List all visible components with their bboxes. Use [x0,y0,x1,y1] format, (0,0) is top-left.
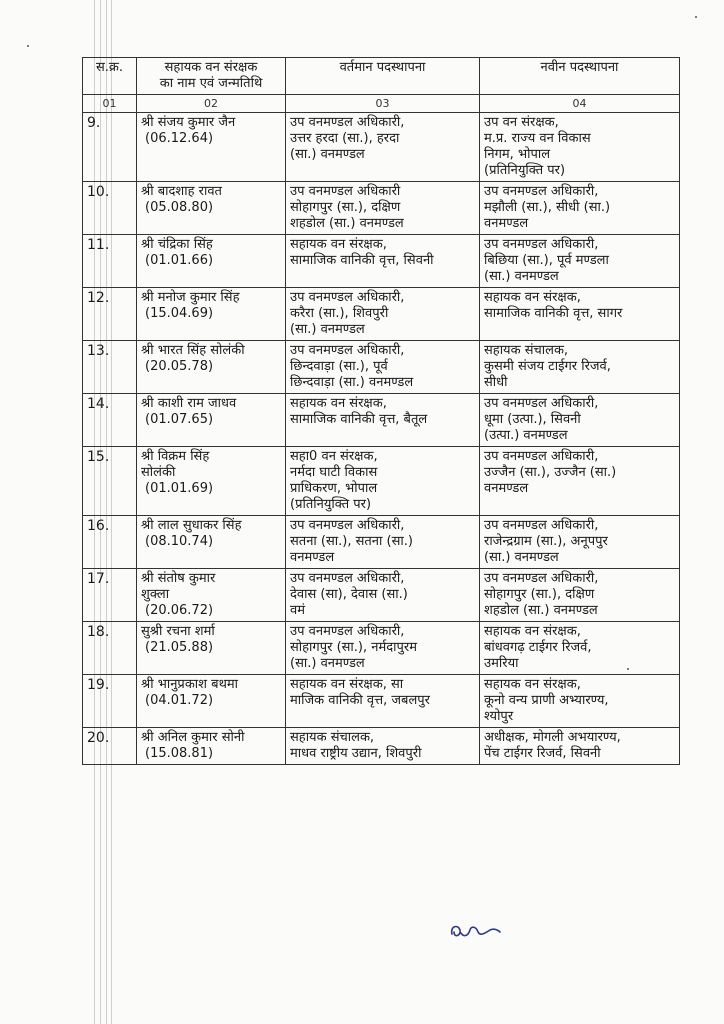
new-posting-cell [480,182,680,235]
current-posting-line: सहा0 वन संरक्षक, [290,449,378,464]
table-row [83,394,680,447]
date-of-birth: (15.04.69) [145,306,214,321]
serial-number: 16. [83,516,137,569]
current-posting-line: माधव राष्ट्रीय उद्यान, शिवपुरी [290,746,422,761]
current-posting-cell [286,113,480,182]
serial-number: 11. [83,235,137,288]
date-of-birth: (01.07.65) [145,412,214,427]
officer-name: श्री काशी राम जाधव [141,396,237,411]
current-posting-cell [286,675,480,728]
serial-number: 17. [83,569,137,622]
new-posting-line: पेंच टाईगर रिजर्व, सिवनी [484,746,601,761]
officer-name: श्री विक्रम सिंह [141,449,210,464]
serial-number: 13. [83,341,137,394]
current-posting-cell [286,182,480,235]
current-posting-cell [286,341,480,394]
current-posting-line: उप वनमण्डल अधिकारी, [290,624,405,639]
date-of-birth: (01.01.69) [145,481,214,496]
new-posting-line: उप वनमण्डल अधिकारी, [484,571,599,586]
col-number: 04 [480,95,680,113]
new-posting-line: वनमण्डल [484,216,529,231]
new-posting-line: उप वन संरक्षक, [484,115,559,130]
officer-name: श्री अनिल कुमार सोनी [141,730,245,745]
current-posting-line: सोहागपुर (सा.), नर्मदापुरम [290,640,418,655]
current-posting-line: सामाजिक वानिकी वृत्त, बैतूल [290,412,428,427]
new-posting-line: उप वनमण्डल अधिकारी, [484,396,599,411]
current-posting-line: (प्रतिनियुक्ति पर) [290,497,372,512]
speck [695,16,697,18]
date-of-birth: (15.08.81) [145,746,214,761]
table-row [83,569,680,622]
name-cell [137,622,286,675]
date-of-birth: (20.06.72) [145,603,214,618]
initials-signature [448,918,504,946]
table-row [83,341,680,394]
name-cell [137,394,286,447]
new-posting-line: (सा.) वनमण्डल [484,550,559,565]
current-posting-cell [286,235,480,288]
current-posting-cell [286,516,480,569]
new-posting-line: अधीक्षक, मोगली अभयारण्य, [484,730,621,745]
current-posting-line: वनमण्डल [290,550,335,565]
new-posting-cell [480,728,680,765]
new-posting-line: कूनो वन्य प्राणी अभ्यारण्य, [484,693,609,708]
table-row [83,182,680,235]
new-posting-cell [480,516,680,569]
new-posting-cell [480,288,680,341]
new-posting-line: सहायक संचालक, [484,343,569,358]
new-posting-cell [480,569,680,622]
new-posting-line: (सा.) वनमण्डल [484,269,559,284]
col-number: 03 [286,95,480,113]
date-of-birth: (06.12.64) [145,131,214,146]
current-posting-line: सहायक वन संरक्षक, [290,396,387,411]
name-cell [137,182,286,235]
new-posting-line: श्योपुर [484,709,514,724]
new-posting-line: शहडोल (सा.) वनमण्डल [484,603,598,618]
serial-number: 19. [83,675,137,728]
current-posting-line: उप वनमण्डल अधिकारी, [290,115,405,130]
new-posting-cell [480,622,680,675]
current-posting-line: छिन्दवाड़ा (सा.) वनमण्डल [290,375,414,390]
new-posting-line: सीधी [484,375,508,390]
header-serial: स.क्र. [83,58,137,95]
serial-number: 18. [83,622,137,675]
current-posting-line: (सा.) वनमण्डल [290,322,365,337]
header-row [83,58,680,95]
table-row [83,447,680,516]
date-of-birth: (04.01.72) [145,693,214,708]
new-posting-line: मझौली (सा.), सीधी (सा.) [484,200,611,215]
new-posting-line: सामाजिक वानिकी वृत्त, सागर [484,306,623,321]
table-row [83,113,680,182]
new-posting-line: सहायक वन संरक्षक, [484,290,581,305]
current-posting-line: सहायक संचालक, [290,730,375,745]
officer-name: श्री मनोज कुमार सिंह [141,290,240,305]
new-posting-cell [480,675,680,728]
new-posting-line: म.प्र. राज्य वन विकास [484,131,591,146]
current-posting-cell [286,569,480,622]
speck [27,45,29,47]
officer-name-cont: शुक्ला [141,587,170,602]
new-posting-line: उज्जैन (सा.), उज्जैन (सा.) [484,465,617,480]
new-posting-cell [480,235,680,288]
serial-number: 14. [83,394,137,447]
current-posting-line: सहायक वन संरक्षक, सा [290,677,404,692]
header-current-posting: वर्तमान पदस्थापना [286,58,480,95]
new-posting-cell [480,447,680,516]
current-posting-line: उप वनमण्डल अधिकारी, [290,290,405,305]
current-posting-line: करैरा (सा.), शिवपुरी [290,306,389,321]
date-of-birth: (01.01.66) [145,253,214,268]
new-posting-line: उप वनमण्डल अधिकारी, [484,518,599,533]
officer-name: श्री चंद्रिका सिंह [141,237,213,252]
table-row [83,728,680,765]
current-posting-line: उत्तर हरदा (सा.), हरदा [290,131,400,146]
officer-name: श्री लाल सुधाकर सिंह [141,518,242,533]
current-posting-line: सोहागपुर (सा.), दक्षिण [290,200,401,215]
current-posting-line: देवास (सा), देवास (सा.) [290,587,408,602]
table-row [83,288,680,341]
current-posting-line: (सा.) वनमण्डल [290,147,365,162]
current-posting-cell [286,447,480,516]
date-of-birth: (21.05.88) [145,640,214,655]
name-cell [137,113,286,182]
current-posting-cell [286,622,480,675]
new-posting-line: सहायक वन संरक्षक, [484,677,581,692]
col-number: 01 [83,95,137,113]
officer-name: श्री संतोष कुमार [141,571,216,586]
current-posting-line: छिन्दवाड़ा (सा.), पूर्व [290,359,388,374]
date-of-birth: (08.10.74) [145,534,214,549]
current-posting-cell [286,394,480,447]
name-cell [137,235,286,288]
new-posting-line: धूमा (उत्पा.), सिवनी [484,412,581,427]
table-row [83,622,680,675]
new-posting-cell [480,341,680,394]
transfer-table [82,57,680,765]
new-posting-line: बिछिया (सा.), पूर्व मण्डला [484,253,609,268]
name-cell [137,569,286,622]
new-posting-line: (प्रतिनियुक्ति पर) [484,163,566,178]
current-posting-line: उप वनमण्डल अधिकारी [290,184,401,199]
new-posting-cell [480,394,680,447]
current-posting-line: उप वनमण्डल अधिकारी, [290,571,405,586]
table-row [83,235,680,288]
name-cell [137,341,286,394]
serial-number: 15. [83,447,137,516]
serial-number: 10. [83,182,137,235]
serial-number: 20. [83,728,137,765]
date-of-birth: (20.05.78) [145,359,214,374]
officer-name: श्री भारत सिंह सोलंकी [141,343,245,358]
current-posting-line: प्राधिकरण, भोपाल [290,481,378,496]
new-posting-cell [480,113,680,182]
column-number-row [83,95,680,113]
new-posting-line: राजेन्द्रग्राम (सा.), अनूपपुर [484,534,608,549]
current-posting-line: सतना (सा.), सतना (सा.) [290,534,413,549]
header-name: सहायक वन संरक्षक का नाम एवं जन्मतिथि [137,58,286,95]
new-posting-line: (उत्पा.) वनमण्डल [484,428,568,443]
name-cell [137,447,286,516]
table-row [83,516,680,569]
current-posting-line: सामाजिक वानिकी वृत्त, सिवनी [290,253,434,268]
new-posting-line: सहायक वन संरक्षक, [484,624,581,639]
new-posting-line: उमरिया [484,656,519,671]
current-posting-line: सहायक वन संरक्षक, [290,237,387,252]
header-new-posting: नवीन पदस्थापना [480,58,680,95]
officer-name-cont: सोलंकी [141,465,176,480]
current-posting-line: नर्मदा घाटी विकास [290,465,378,480]
current-posting-line: शहडोल (सा.) वनमण्डल [290,216,404,231]
serial-number: 12. [83,288,137,341]
table-row [83,675,680,728]
current-posting-cell [286,728,480,765]
current-posting-line: (सा.) वनमण्डल [290,656,365,671]
officer-name: श्री भानुप्रकाश बथमा [141,677,239,692]
officer-name: सुश्री रचना शर्मा [141,624,215,639]
serial-number: 9. [83,113,137,182]
name-cell [137,516,286,569]
current-posting-line: उप वनमण्डल अधिकारी, [290,518,405,533]
name-cell [137,728,286,765]
officer-name: श्री बादशाह रावत [141,184,222,199]
new-posting-line: सोहागपुर (सा.), दक्षिण [484,587,595,602]
new-posting-line: बांधवगढ़ टाईगर रिजर्व, [484,640,592,655]
new-posting-line: कुसमी संजय टाईगर रिजर्व, [484,359,611,374]
new-posting-line: वनमण्डल [484,481,529,496]
col-number: 02 [137,95,286,113]
current-posting-line: उप वनमण्डल अधिकारी, [290,343,405,358]
new-posting-line: उप वनमण्डल अधिकारी, [484,449,599,464]
new-posting-line: उप वनमण्डल अधिकारी, [484,184,599,199]
current-posting-line: वमं [290,603,306,618]
current-posting-cell [286,288,480,341]
name-cell [137,288,286,341]
new-posting-line: उप वनमण्डल अधिकारी, [484,237,599,252]
date-of-birth: (05.08.80) [145,200,214,215]
current-posting-line: माजिक वानिकी वृत्त, जबलपुर [290,693,430,708]
officer-name: श्री संजय कुमार जैन [141,115,236,130]
new-posting-line: निगम, भोपाल [484,147,551,162]
name-cell [137,675,286,728]
